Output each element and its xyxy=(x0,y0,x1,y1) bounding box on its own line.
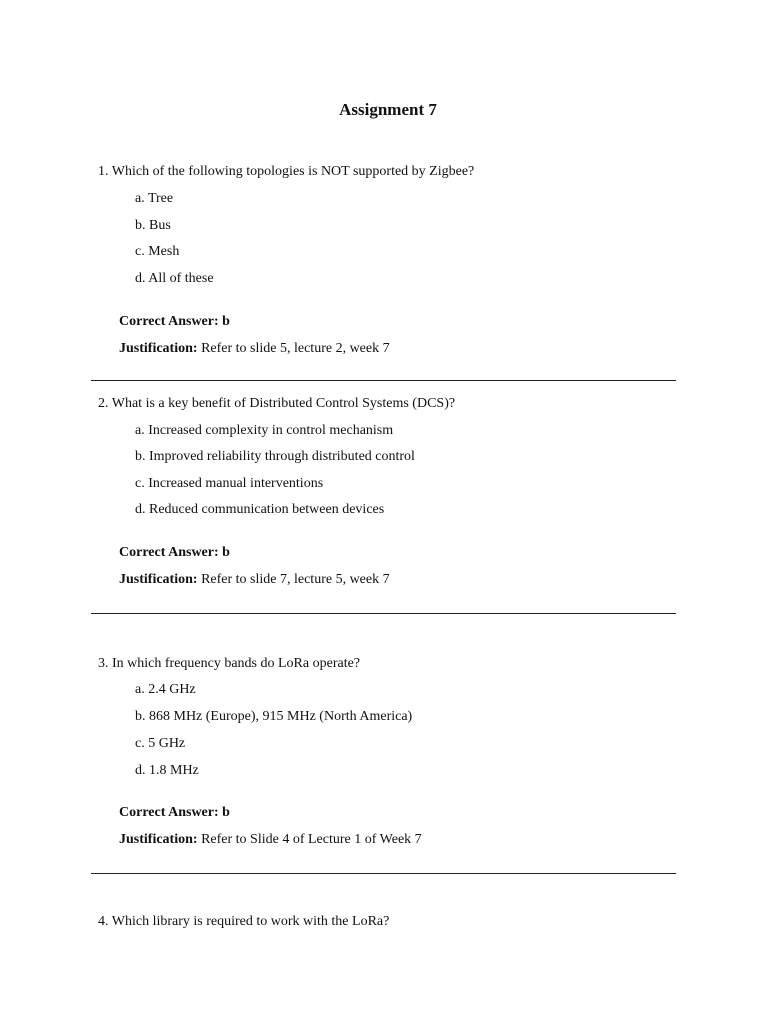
justification-label: Justification: xyxy=(119,832,198,847)
question-2-option-a: a. Increased complexity in control mechanism xyxy=(135,423,394,438)
correct-answer-value: b xyxy=(222,314,230,329)
question-1-text: 1. Which of the following topologies is NOT supported by Zigbee? xyxy=(98,164,475,179)
justification-text: Refer to slide 7, lecture 5, week 7 xyxy=(201,572,390,587)
question-1-option-a: a. Tree xyxy=(135,191,174,206)
question-1-justification xyxy=(119,340,390,358)
correct-answer-label: Correct Answer: xyxy=(119,805,219,820)
justification-label: Justification: xyxy=(119,572,198,587)
correct-answer-value: b xyxy=(222,545,230,560)
question-3-correct-answer xyxy=(119,804,230,822)
question-2-option-d: d. Reduced communication between devices xyxy=(135,502,385,517)
justification-text: Refer to slide 5, lecture 2, week 7 xyxy=(201,341,390,356)
question-4-text: 4. Which library is required to work with the LoRa? xyxy=(98,914,390,929)
question-3-text: 3. In which frequency bands do LoRa operate? xyxy=(98,656,361,671)
question-1-correct-answer xyxy=(119,313,230,331)
correct-answer-value: b xyxy=(222,805,230,820)
question-1-option-d: d. All of these xyxy=(135,271,214,286)
question-3-justification xyxy=(119,831,422,849)
question-2-option-b: b. Improved reliability through distributed control xyxy=(135,449,415,464)
question-2-text: 2. What is a key benefit of Distributed Control Systems (DCS)? xyxy=(98,396,456,411)
question-1-option-c: c. Mesh xyxy=(135,244,180,259)
page-title: Assignment 7 xyxy=(339,100,437,119)
section-divider xyxy=(91,873,676,874)
question-3-option-b: b. 868 MHz (Europe), 915 MHz (North America) xyxy=(135,709,413,724)
correct-answer-label: Correct Answer: xyxy=(119,314,219,329)
correct-answer-label: Correct Answer: xyxy=(119,545,219,560)
section-divider xyxy=(91,613,676,614)
question-3-option-c: c. 5 GHz xyxy=(135,736,186,751)
justification-text: Refer to Slide 4 of Lecture 1 of Week 7 xyxy=(201,832,422,847)
question-2-option-c: c. Increased manual interventions xyxy=(135,476,324,491)
question-3-option-a: a. 2.4 GHz xyxy=(135,682,196,697)
question-2-justification xyxy=(119,571,390,589)
question-2-correct-answer xyxy=(119,544,230,562)
justification-label: Justification: xyxy=(119,341,198,356)
section-divider xyxy=(91,380,676,381)
question-3-option-d: d. 1.8 MHz xyxy=(135,763,199,778)
question-1-option-b: b. Bus xyxy=(135,218,171,233)
